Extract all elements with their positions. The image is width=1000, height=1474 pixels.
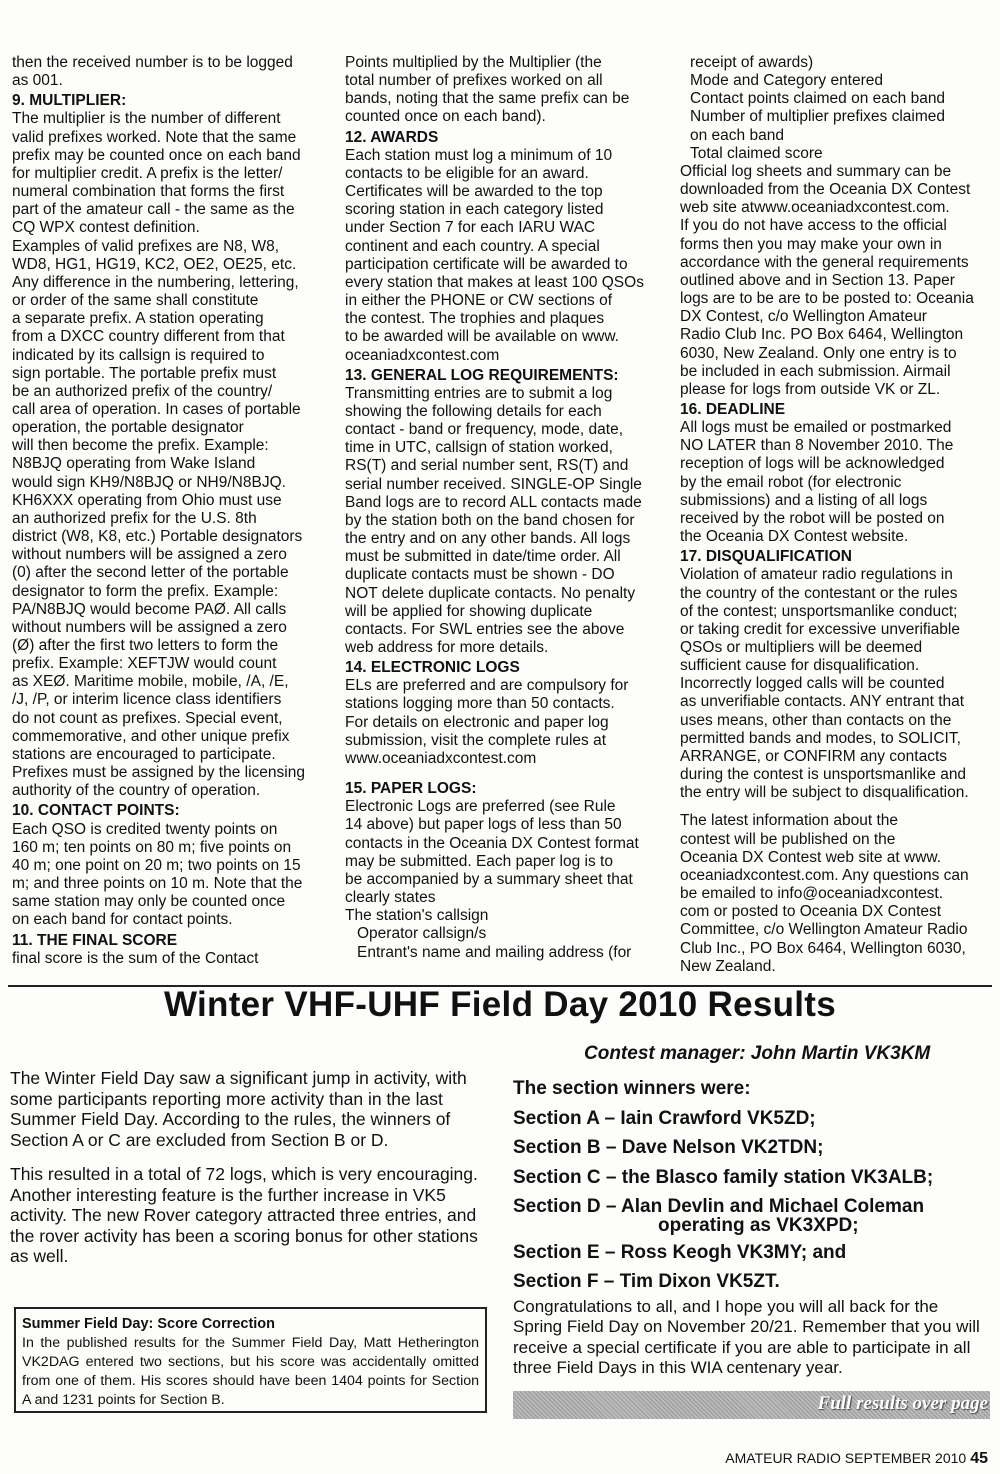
text-line: Incorrectly logged calls will be counted — [680, 675, 945, 693]
text-line: Operator callsign/s — [357, 925, 487, 943]
text-line: on each band for contact points. — [12, 911, 233, 929]
text-line: for multiplier credit. A prefix is the letter/ — [12, 164, 283, 182]
text-line: by the email robot (for electronic — [680, 473, 902, 491]
text-line: the contest. The trophies and plaques — [345, 310, 605, 328]
winner-section-b: Section B – Dave Nelson VK2TDN; — [513, 1137, 824, 1158]
text-line: Number of multiplier prefixes claimed — [690, 108, 945, 126]
text-line: www.oceaniadxcontest.com — [345, 749, 537, 767]
text-line: or taking credit for excessive unverifiable — [680, 620, 960, 638]
text-line: 6030, New Zealand. Only one entry is to — [680, 344, 957, 362]
text-line: com or posted to Oceania DX Contest — [680, 903, 942, 921]
text-line: without numbers will be assigned a zero — [12, 546, 287, 564]
text-line: of the contest; unsportsmanlike conduct; — [680, 602, 958, 620]
correction-title: Summer Field Day: Score Correction — [22, 1316, 276, 1332]
text-line: Certificates will be awarded to the top — [345, 183, 603, 201]
section-heading: 13. GENERAL LOG REQUIREMENTS: — [345, 366, 619, 384]
text-line: reception of logs will be acknowledged — [680, 455, 945, 473]
text-line: continent and each country. A special — [345, 237, 600, 255]
text-line: m; and three points on 10 m. Note that the — [12, 875, 303, 893]
text-line: downloaded from the Oceania DX Contest — [680, 181, 971, 199]
article-title: Winter VHF-UHF Field Day 2010 Results — [163, 985, 837, 1024]
text-line: contact - band or frequency, mode, date, — [345, 421, 624, 439]
text-line: time in UTC, callsign of station worked, — [345, 439, 613, 457]
full-results-banner — [513, 1391, 990, 1419]
text-line: prefix. Example: XEFTJW would count — [12, 655, 277, 673]
text-line: Oceania DX Contest web site at www. — [680, 848, 942, 866]
text-line: sign portable. The portable prefix must — [12, 364, 277, 382]
text-line: contacts in the Oceania DX Contest format — [345, 834, 639, 852]
column-2 — [345, 54, 657, 962]
text-line: receipt of awards) — [690, 54, 814, 71]
text-line: WD8, HG1, HG19, KC2, OE2, OE25, etc. — [12, 255, 297, 273]
score-correction-box — [14, 1307, 487, 1413]
text-line: same station may only be counted once — [12, 893, 286, 911]
text-line: outlined above and in Section 13. Paper — [680, 271, 955, 289]
text-line: forms then you may make your own in — [680, 235, 942, 253]
text-line: be emailed to info@oceaniadxcontest. — [680, 885, 944, 903]
section-heading: 16. DEADLINE — [680, 400, 786, 418]
text-line: without numbers will be assigned a zero — [12, 618, 287, 636]
text-line: Each station must log a minimum of 10 — [345, 146, 613, 164]
article-intro — [10, 1068, 492, 1281]
text-line: to be awarded will be available on www. — [345, 328, 619, 346]
text-line: Radio Club Inc. PO Box 6464, Wellington — [680, 326, 964, 344]
text-line: would sign KH9/N8BJQ or NH9/N8BJQ. — [12, 473, 286, 491]
text-line: valid prefixes worked. Note that the same — [12, 128, 297, 146]
text-line: Examples of valid prefixes are N8, W8, — [12, 237, 280, 255]
text-line: logs are to be are to be posted to: Oceania — [680, 290, 974, 308]
text-line: participation certificate will be awarded to — [345, 255, 628, 273]
text-line: contacts. For SWL entries see the above — [345, 620, 625, 638]
text-line: received by the robot will be posted on — [680, 509, 945, 527]
text-line: Total claimed score — [690, 144, 823, 162]
text-line: permitted bands and modes, to SOLICIT, — [680, 729, 961, 747]
text-line: as unverifiable contacts. ANY entrant that — [680, 693, 965, 711]
text-line: will then become the prefix. Example: — [12, 437, 269, 455]
text-line: 40 m; one point on 20 m; two points on 15 — [12, 856, 301, 874]
text-line: Official log sheets and summary can be — [680, 162, 952, 180]
text-line: Prefixes must be assigned by the licensing — [12, 764, 305, 782]
text-line: serial number received. SINGLE-OP Single — [345, 475, 642, 493]
text-line: QSOs or multipliers will be deemed — [680, 639, 923, 656]
text-line: on each band — [690, 126, 784, 144]
text-line: (0) after the second letter of the portable — [12, 564, 289, 582]
text-line: Each QSO is credited twenty points on — [12, 820, 278, 838]
text-line: (Ø) after the first two letters to form the — [12, 637, 279, 654]
text-line: designator to form the prefix. Example: — [12, 582, 279, 600]
section-heading: 17. DISQUALIFICATION — [680, 548, 852, 566]
text-line: be accompanied by a summary sheet that — [345, 870, 633, 888]
text-line: PA/N8BJQ would become PAØ. All calls — [12, 600, 287, 618]
text-line: under Section 7 for each IARU WAC — [345, 219, 596, 237]
section-heading: 11. THE FINAL SCORE — [12, 931, 178, 949]
text-line: The station's callsign — [345, 907, 489, 925]
contest-manager: Contest manager: John Martin VK3KM — [584, 1043, 931, 1064]
banner-text: Full results over page — [817, 1393, 988, 1414]
text-line: the entry will be subject to disqualification. — [680, 784, 969, 802]
text-line: NOT delete duplicate contacts. No penalty — [345, 584, 636, 602]
text-line: web address for more details. — [345, 639, 549, 656]
text-line: KH6XXX operating from Ohio must use — [12, 491, 282, 509]
text-line: part of the amateur call - the same as the — [12, 201, 295, 219]
text-line: showing the following details for each — [345, 402, 602, 420]
text-line: or order of the same shall constitute — [12, 292, 259, 310]
text-line: may be submitted. Each paper log is to — [345, 852, 613, 870]
text-line: Club Inc., PO Box 6464, Wellington 6030, — [680, 939, 966, 957]
text-line: uses means, other than contacts on the — [680, 711, 952, 729]
text-line: in either the PHONE or CW sections of — [345, 292, 613, 310]
text-line: bands, noting that the same prefix can be — [345, 90, 630, 108]
text-line: operation, the portable designator — [12, 419, 244, 437]
text-line: as XEØ. Maritime mobile, mobile, /A, /E, — [12, 673, 289, 691]
text-line: scoring station in each category listed — [345, 201, 604, 219]
text-line: the Oceania DX Contest website. — [680, 528, 909, 546]
text-line: accordance with the general requirements — [680, 253, 969, 271]
text-line: an authorized prefix for the U.S. 8th — [12, 509, 257, 527]
text-line: a separate prefix. A station operating — [12, 310, 264, 328]
text-line: as 001. — [12, 72, 63, 90]
section-heading: 15. PAPER LOGS: — [345, 780, 477, 798]
section-heading: 12. AWARDS — [345, 128, 439, 146]
winner-section-d: Section D – Alan Devlin and Michael Coleman — [513, 1196, 925, 1217]
text-line: the country of the contestant or the rules — [680, 584, 958, 602]
text-line: the entry and on any other bands. All logs — [345, 530, 631, 548]
text-line: Mode and Category entered — [690, 72, 884, 90]
winners-heading: The section winners were: — [513, 1078, 751, 1099]
text-line: contacts to be eligible for an award. — [345, 164, 589, 182]
text-line: then the received number is to be logged — [12, 54, 293, 71]
section-winners — [513, 1074, 988, 1379]
winner-section-c: Section C – the Blasco family station VK3ALB; — [513, 1166, 934, 1188]
text-line: Band logs are to record ALL contacts made — [345, 493, 642, 511]
text-line: Committee, c/o Wellington Amateur Radio — [680, 921, 968, 939]
column-1 — [12, 54, 317, 968]
text-line: Violation of amateur radio regulations in — [680, 566, 953, 584]
winner-section-f: Section F – Tim Dixon VK5ZT. — [513, 1271, 780, 1292]
text-line: Contact points claimed on each band — [690, 90, 946, 108]
magazine-issue: AMATEUR RADIO SEPTEMBER 2010 — [725, 1450, 967, 1466]
text-line: Entrant's name and mailing address (for — [357, 943, 632, 961]
text-line: sufficient cause for disqualification. — [680, 657, 920, 675]
text-line: must be submitted in date/time order. All — [345, 548, 621, 566]
text-line: total number of prefixes worked on all — [345, 72, 603, 90]
text-line: NO LATER than 8 November 2010. The — [680, 437, 954, 455]
text-line: authority of the country of operation. — [12, 782, 261, 800]
text-line: All logs must be emailed or postmarked — [680, 419, 952, 437]
text-line: counted once on each band). — [345, 108, 546, 126]
text-line: For details on electronic and paper log — [345, 713, 609, 731]
text-line: Electronic Logs are preferred (see Rule — [345, 798, 616, 816]
text-line: call area of operation. In cases of portable — [12, 400, 301, 418]
text-line: The multiplier is the number of different — [12, 110, 281, 128]
text-line: oceaniadxcontest.com. Any questions can — [680, 866, 969, 884]
text-line: submission, visit the complete rules at — [345, 731, 607, 749]
text-line: /J, /P, or interim licence class identifiers — [12, 691, 282, 709]
text-line: N8BJQ operating from Wake Island — [12, 455, 256, 473]
intro-paragraph: This resulted in a total of 72 logs, which is very encouraging. Another interesting feature is the further increase in VK5 activity. The new Rover category attracted three entries, and the rover activity has been a scoring bonus for other stations as well. — [10, 1164, 478, 1266]
text-line: oceaniadxcontest.com — [345, 346, 500, 364]
text-line: every station that makes at least 100 QSOs — [345, 273, 644, 291]
section-heading: 14. ELECTRONIC LOGS — [345, 659, 520, 677]
text-line: stations logging more than 50 contacts. — [345, 695, 615, 713]
text-line: indicated by its callsign is required to — [12, 346, 265, 364]
section-heading: 10. CONTACT POINTS: — [12, 802, 180, 820]
text-line: commemorative, and other unique prefix — [12, 727, 290, 745]
text-line: by the station both on the band chosen for — [345, 511, 635, 529]
text-line: will be applied for showing duplicate — [345, 602, 593, 620]
text-line: during the contest is unsportsmanlike and — [680, 766, 967, 784]
winner-section-d-continued: operating as VK3XPD; — [658, 1214, 859, 1236]
intro-paragraph: The Winter Field Day saw a significant jump in activity, with some participants reporting more activity than in the last Summer Field Day. According to the rules, the winners of Section A or C are excluded from Section B or D. — [10, 1068, 467, 1150]
text-line: ARRANGE, or CONFIRM any contacts — [680, 747, 948, 765]
column-3 — [680, 54, 980, 976]
congratulations-text: Congratulations to all, and I hope you will all back for the Spring Field Day on November 20/21. Remember that you will receive a special certificate if you are able to participate in all three Field Days in this WIA centenary year. — [513, 1296, 980, 1377]
text-line: ELs are preferred and are compulsory for — [345, 677, 629, 695]
winner-section-a: Section A – Iain Crawford VK5ZD; — [513, 1107, 816, 1129]
text-line: Points multiplied by the Multiplier (the — [345, 54, 602, 71]
text-line: RS(T) and serial number sent, RS(T) and — [345, 457, 629, 475]
text-line: CQ WPX contest definition. — [12, 219, 200, 237]
page-number: 45 — [970, 1450, 988, 1467]
text-line: be an authorized prefix of the country/ — [12, 382, 273, 400]
winner-section-e: Section E – Ross Keogh VK3MY; and — [513, 1241, 847, 1263]
text-line: clearly states — [345, 889, 436, 907]
text-line: Any difference in the numbering, lettering, — [12, 273, 299, 291]
correction-body: In the published results for the Summer Field Day, Matt Hetherington VK2DAG entered two sections, but his score was accidentally omitted from one of them. His scores should have been 1404 points for Section A and 1231 points for Section B. — [22, 1335, 479, 1408]
text-line: stations are encouraged to participate. — [12, 745, 276, 763]
text-line: DX Contest, c/o Wellington Amateur — [680, 308, 927, 326]
text-line: submissions) and a listing of all logs — [680, 491, 928, 509]
text-line: from a DXCC country different from that — [12, 328, 285, 346]
page-footer — [725, 1450, 988, 1468]
text-line: The latest information about the — [680, 812, 898, 830]
text-line: 160 m; ten points on 80 m; five points on — [12, 838, 292, 856]
text-line: duplicate contacts must be shown - DO — [345, 566, 615, 584]
text-line: district (W8, K8, etc.) Portable designators — [12, 528, 303, 546]
text-line: final score is the sum of the Contact — [12, 949, 259, 967]
text-line: If you do not have access to the official — [680, 217, 947, 235]
text-line: please for logs from outside VK or ZL. — [680, 380, 941, 398]
text-line: New Zealand. — [680, 957, 776, 975]
text-line: be included in each submission. Airmail — [680, 362, 951, 380]
text-line: contest will be published on the — [680, 830, 896, 848]
text-line: do not count as prefixes. Special event, — [12, 709, 283, 727]
text-line: 14 above) but paper logs of less than 50 — [345, 816, 622, 834]
text-line: web site atwww.oceaniadxcontest.com. — [680, 199, 950, 217]
section-heading: 9. MULTIPLIER: — [12, 92, 127, 110]
text-line: prefix may be counted once on each band — [12, 146, 301, 164]
text-line: Transmitting entries are to submit a log — [345, 384, 613, 402]
text-line: numeral combination that forms the first — [12, 183, 285, 201]
